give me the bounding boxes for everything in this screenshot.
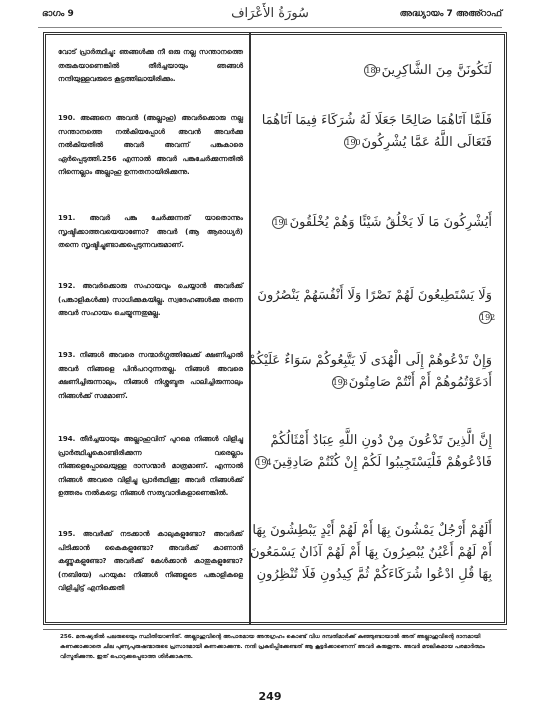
translation-block (58, 528, 243, 596)
translation-block (58, 212, 243, 253)
arabic-text: وَلَا يَسْتَطِيعُونَ لَهُمْ نَصْرًا وَلَا أَنْفُسَهُمْ يَنْصُرُونَ (257, 288, 492, 303)
translation-text: അവർക്ക് നടക്കാൻ കാലുകളുണ്ടോ? അവർക്ക് പിടിക്കാൻ കൈകളുണ്ടോ? അവർക്ക് കാണാൻ കണ്ണുകളുണ്ടോ? അവർക്ക് കേൾക്കാൻ കാതുകളുണ്ടോ? (നബിയേ) പറയുക: നിങ്ങൾ നിങ്ങളുടെ പങ്കാളികളെ വിളിച്ചിട്ട് എനിക്കെതി (58, 530, 243, 593)
arabic-verse (247, 212, 492, 234)
translation-block (58, 433, 243, 501)
ayah-number: 192 (480, 313, 496, 322)
arabic-verse (247, 520, 492, 586)
footnote: 256. മനുഷ്യരിൽ പലരുടെയും സ്ഥിതിയാണിത്. അല്ലാഹുവിന്റെ അപാരമായ അനുഗ്രഹം കൊണ്ട് വിധ ദമ്പതിമാർക്ക് കുഞ്ഞുണ്ടായാൽ അത് അല്ലാഹുവിന്റെ ദാനമായി കണക്കാക്കാതെ ചില പുണ്യപുരുഷന്മാരുടെ പ്രസാദമായി കണക്കാക്കുന്നു. നന്ദി പ്രകടിപ്പിക്കേണ്ടത് ആ കൂട്ടർക്കാണെന്ന് അവർ കരുതുന്നു. അവർ മൗലികമായ പരമാർത്ഥം വിസ്മരിക്കുന്നു. ഇത് പൊറുക്കപ്പെടാത്ത ശിർക്കാകുന്നു. (60, 634, 485, 660)
ayah-number: 194 (256, 458, 272, 467)
arabic-verse (247, 285, 496, 329)
arabic-verse (247, 110, 492, 154)
arabic-text: إِنَّ الَّذِينَ تَدْعُونَ مِنْ دُونِ اللَّهِ عِبَادٌ أَمْثَالُكُمْ فَادْعُوهُمْ فَلْيَسْتَجِيبُوا لَكُمْ إِنْ كُنْتُمْ صَادِقِينَ (270, 433, 492, 470)
translation-text: നിങ്ങൾ അവരെ സന്മാർഗ്ഗത്തിലേക്ക് ക്ഷണിച്ചാൽ അവർ നിങ്ങളെ പിൻപററുന്നതല്ല. നിങ്ങൾ അവരെ ക്ഷണിച്ചിരുന്നാലും, നിങ്ങൾ നിശ്ശബ്ദത പാലിച്ചിരുന്നാലും നിങ്ങൾക്ക് സമമാണ്. (58, 351, 243, 400)
arabic-text: أَيُشْرِكُونَ مَا لَا يَخْلُقُ شَيْئًا وَهُمْ يُخْلَقُونَ (289, 215, 492, 230)
translation-text: വോട് പ്രാർത്ഥിച്ചു: ഞങ്ങൾക്കു നീ ഒരു നല്ല സന്താനത്തെ തരുകയാണെങ്കിൽ തീർച്ചയായും ഞങ്ങൾ നന്ദിയുള്ളവരുടെ കൂട്ടത്തിലായിരിക്കും. (58, 48, 243, 84)
verse-number: 195. (58, 530, 76, 538)
header-rule (38, 27, 502, 28)
arabic-text: وَإِنْ تَدْعُوهُمْ إِلَى الْهُدَى لَا يَتَّبِعُوكُمْ سَوَاءٌ عَلَيْكُمْ أَدَعَوْتُمُوهُمْ أَمْ أَنْتُمْ صَامِتُونَ (248, 353, 492, 390)
verse-number: 191. (58, 214, 76, 222)
arabic-text: أَلَهُمْ أَرْجُلٌ يَمْشُونَ بِهَا أَمْ لَهُمْ أَيْدٍ يَبْطِشُونَ بِهَا أَمْ لَهُمْ أَعْيُنٌ يُبْصِرُونَ بِهَا أَمْ لَهُمْ آذَانٌ يَسْمَعُونَ بِهَا قُلِ ادْعُوا شُرَكَاءَكُمْ ثُمَّ كِيدُونِ فَلَا تُنْظِرُونِ (250, 523, 492, 582)
translation-text: തീർച്ചയായും അല്ലാഹുവിന് പുറമെ നിങ്ങൾ വിളിച്ചു പ്രാർത്ഥിച്ചുകൊണ്ടിരിക്കുന്ന വരെല്ലാം നിങ്ങളെപ്പോലെയുള്ള ദാസന്മാർ മാത്രമാണ്. എന്നാൽ നിങ്ങൾ അവരെ വിളിച്ചു പ്രാർത്ഥിക്കൂ; അവർ നിങ്ങൾക്ക് ഉത്തരം നൽകട്ടെ; നിങ്ങൾ സത്യവാദികളാണെങ്കിൽ. (58, 435, 244, 498)
ayah-number: 191 (273, 218, 289, 227)
translation-block (58, 112, 243, 180)
translation-block (58, 349, 243, 403)
page-header (0, 0, 540, 34)
footnote-rule (43, 629, 507, 630)
translation-text: അവർക്കൊരു സഹായവും ചെയ്യാൻ അവർക്ക് (പങ്കാളികൾക്കു) സാധിക്കുകയില്ല. സ്വദേഹങ്ങൾക്കു തന്നെ അവർ സഹായം ചെയ്യുന്നതുമല്ല. (58, 282, 243, 318)
surah-title: سُورَةُ الأَعْرَاف (231, 6, 309, 21)
verse-number: 190. (58, 114, 76, 122)
verse-number: 193. (58, 351, 76, 359)
translation-text: അവർ പങ്കു ചേർക്കുന്നത് യാതൊന്നും സൃഷ്ടിക്കാത്തവയെയാണോ? അവർ (ആ ആരാധ്യർ) തന്നെ സൃഷ്ടിച്ചുണ്ടാക്കപ്പെടുന്നവരുമാണ്. (58, 214, 243, 250)
arabic-verse (247, 60, 492, 82)
arabic-text: فَلَمَّا آتَاهُمَا صَالِحًا جَعَلَا لَهُ شُرَكَاءَ فِيمَا آتَاهُمَا فَتَعَالَى اللَّهُ عَمَّا يُشْرِكُونَ (261, 113, 492, 150)
translation-block (58, 280, 243, 321)
translation-text: അങ്ങനെ അവൻ (അല്ലാഹു) അവർക്കൊരു നല്ല സന്താനത്തെ നൽകിയപ്പോൾ അവൻ അവർക്കു നൽകിയതിൽ അവർ അവന്ന് പങ്കുകാരെ ഏർപ്പെടുത്തി.256 എന്നാൽ അവർ പങ്കുചേർക്കുന്നതിൽ നിന്നെല്ലാം അല്ലാഹു ഉന്നതനായിരിക്കുന്നു. (58, 114, 243, 177)
arabic-text: لَنَكُونَنَّ مِنَ الشَّاكِرِينَ (381, 63, 492, 78)
ayah-number: 193 (332, 378, 348, 387)
page-number: 249 (258, 690, 282, 703)
verse-number: 192. (58, 282, 76, 290)
ayah-number: 190 (345, 138, 361, 147)
translation-block (58, 46, 243, 87)
verse-number: 194. (58, 435, 76, 443)
part-label: ഭാഗം 9 (42, 9, 74, 19)
chapter-label: അദ്ധ്യായം 7 അഅ്റാഫ് (399, 9, 502, 19)
ayah-number: 189 (365, 66, 381, 75)
arabic-verse (247, 350, 492, 394)
arabic-verse (247, 430, 492, 474)
